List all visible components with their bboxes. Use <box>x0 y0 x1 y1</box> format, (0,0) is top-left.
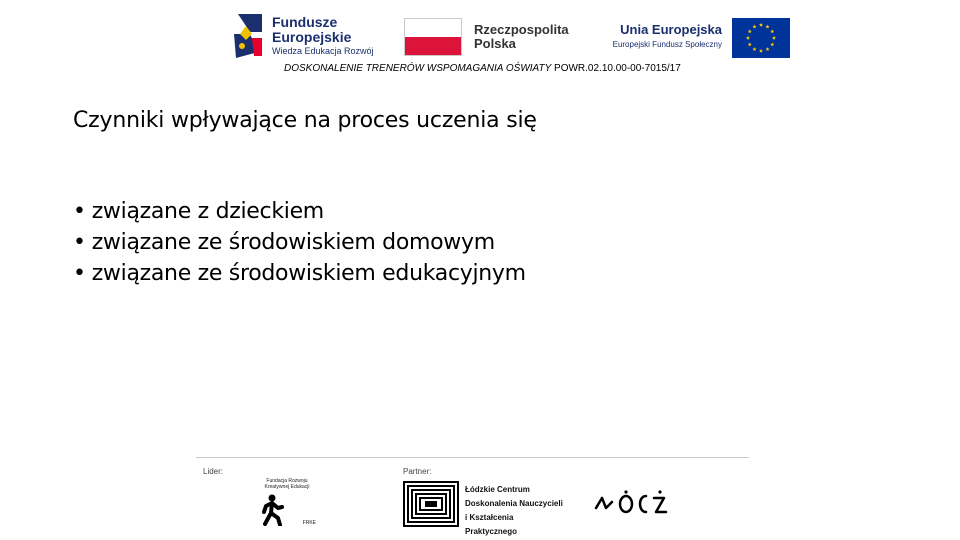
fundusze-europejskie-subtitle: Wiedza Edukacja Rozwój <box>272 46 374 56</box>
partner-logo <box>403 481 563 536</box>
concentric-squares-icon <box>403 481 459 527</box>
footer-divider <box>196 457 749 458</box>
leader-label: Lider: <box>203 467 224 476</box>
rzeczpospolita-polska-logo <box>404 18 584 58</box>
partner-label: Partner: <box>403 467 432 476</box>
leader-logo <box>256 476 318 528</box>
fundusze-europejskie-name: Fundusze Europejskie <box>272 14 352 45</box>
unia-europejska-subtitle: Europejski Fundusz Społeczny <box>612 40 722 49</box>
partner-logo-name: Łódzkie Centrum Doskonalenia Nauczycieli i Kształcenia Praktycznego <box>465 485 563 536</box>
slide-title: Czynniki wpływające na proces uczenia się <box>73 108 537 133</box>
leader-logo-name: Fundacja Rozwoju Kreatywnej Edukacji <box>264 478 310 490</box>
bullet-list <box>73 196 526 289</box>
bullet-glyph: • <box>73 199 86 224</box>
polish-flag-icon <box>404 18 462 56</box>
walking-figure-icon <box>260 494 288 526</box>
project-title: DOSKONALENIE TRENERÓW WSPOMAGANIA OŚWIATY <box>284 63 552 74</box>
project-code: POWR.02.10.00-00-7015/17 <box>551 63 681 74</box>
bullet-glyph: • <box>73 261 86 286</box>
eu-flag-icon <box>732 18 790 58</box>
bullet-item <box>73 227 526 258</box>
unia-europejska-logo <box>600 18 790 58</box>
rzeczpospolita-polska-name: Rzeczpospolita Polska <box>474 22 569 51</box>
bullet-glyph: • <box>73 230 86 255</box>
bullet-text: związane ze środowiskiem edukacyjnym <box>91 261 526 286</box>
fundusze-europejskie-logo <box>232 12 372 60</box>
bullet-item <box>73 258 526 289</box>
bullet-text: związane z dzieckiem <box>91 199 324 224</box>
lodz-city-logo-icon <box>592 488 672 518</box>
fundusze-europejskie-mark-icon <box>232 12 266 60</box>
bullet-item <box>73 196 526 227</box>
unia-europejska-name: Unia Europejska <box>620 22 722 37</box>
project-line <box>284 63 681 74</box>
bullet-text: związane ze środowiskiem domowym <box>91 230 495 255</box>
leader-logo-code: FRKE <box>302 520 316 526</box>
